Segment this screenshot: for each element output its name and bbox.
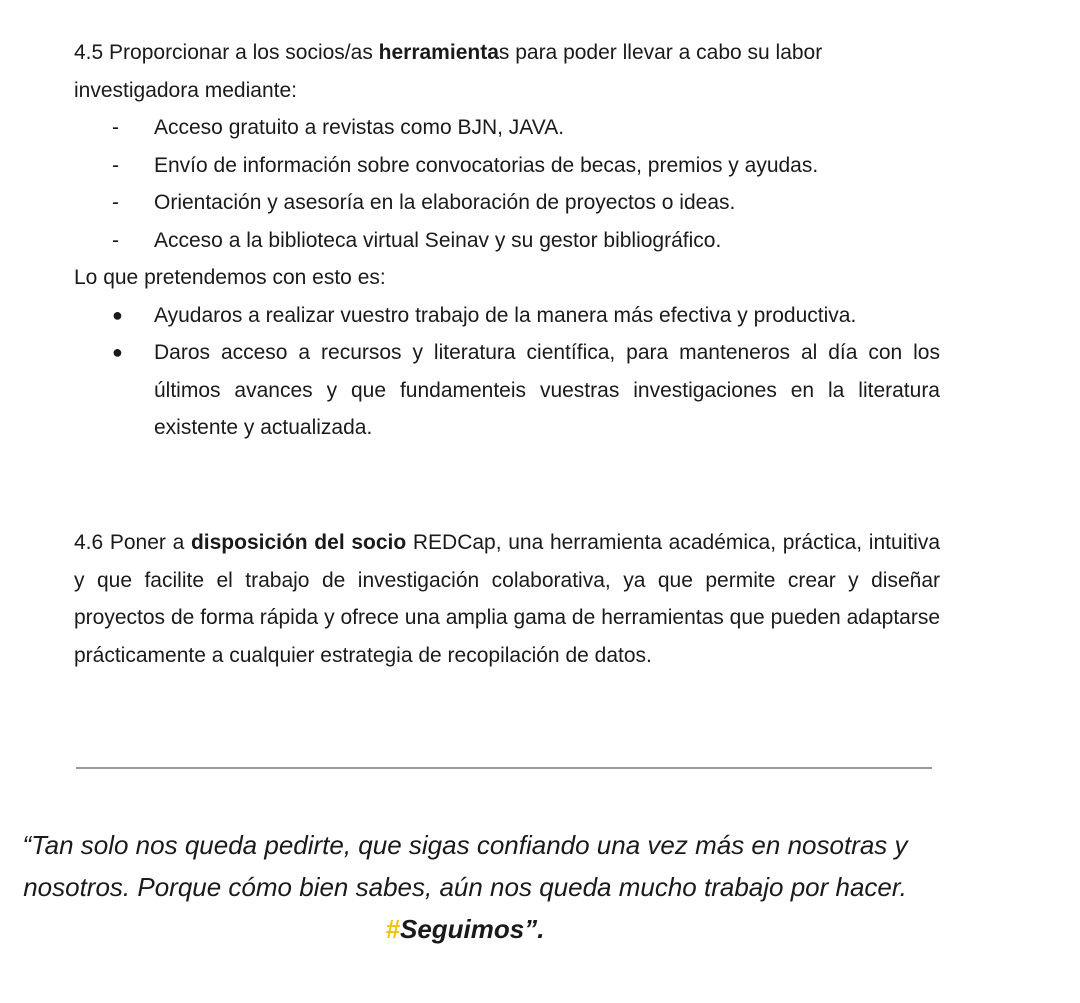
dash-marker: - <box>112 153 119 177</box>
list-item <box>74 109 940 147</box>
intro-text-end: s para poder llevar a cabo su labor investigadora mediante: <box>74 41 823 102</box>
list-item <box>74 334 940 447</box>
list-item <box>74 147 940 185</box>
list-item-text: Orientación y asesoría en la elaboración de proyectos o ideas. <box>154 191 736 214</box>
bullet-icon: ● <box>112 304 123 325</box>
list-item <box>74 297 940 335</box>
list-item-text: Acceso a la biblioteca virtual Seinav y su gestor bibliográfico. <box>154 228 722 252</box>
dash-marker: - <box>112 116 119 139</box>
tools-list <box>74 109 940 259</box>
list-item <box>74 184 940 222</box>
section-4-6 <box>74 524 940 674</box>
quote-text: “Tan solo nos queda pedirte, que sigas confiando una vez más en nosotras y nosotros. Porque cómo bien sabes, aún nos queda mucho trabajo por hacer. <box>22 830 908 902</box>
section-4-5-intro <box>74 34 940 109</box>
section-4-6-text-end: REDCap, una herramienta académica, práctica, intuitiva y que facilite el trabajo de investigación colaborativa, ya que permite crear y diseñar proyectos de forma rápida y ofrece una amplia gama de herramientas que pueden adaptarse prácticamente a cualquier estrategia de recopilación de datos. <box>74 531 940 667</box>
list-item-text: Envío de información sobre convocatorias de becas, premios y ayudas. <box>154 153 819 177</box>
closing-quote <box>0 824 930 950</box>
goals-list <box>74 297 940 447</box>
list-item-text: Acceso gratuito a revistas como BJN, JAVA. <box>154 116 565 139</box>
intro-text: 4.5 Proporcionar a los socios/as <box>74 41 379 64</box>
horizontal-divider <box>76 767 932 769</box>
dash-marker: - <box>112 228 119 252</box>
intro-bold-text: herramienta <box>378 41 499 64</box>
section-4-5 <box>74 34 940 447</box>
bullet-icon: ● <box>112 342 123 362</box>
dash-marker: - <box>112 191 119 214</box>
list-item <box>74 222 940 260</box>
goals-intro: Lo que pretendemos con esto es: <box>74 266 386 289</box>
section-4-6-bold-text: disposición del socio <box>190 531 407 554</box>
hashtag-word: Seguimos”. <box>399 914 545 944</box>
list-item-text: Daros acceso a recursos y literatura científica, para manteneros al día con los últimos avances y que fundamenteis vuestras investigaciones en la literatura existente y actualizada. <box>154 341 940 439</box>
list-item-text: Ayudaros a realizar vuestro trabajo de la manera más efectiva y productiva. <box>154 303 857 327</box>
section-4-6-text: 4.6 Poner a <box>74 531 191 554</box>
hashtag-symbol: # <box>385 914 400 944</box>
